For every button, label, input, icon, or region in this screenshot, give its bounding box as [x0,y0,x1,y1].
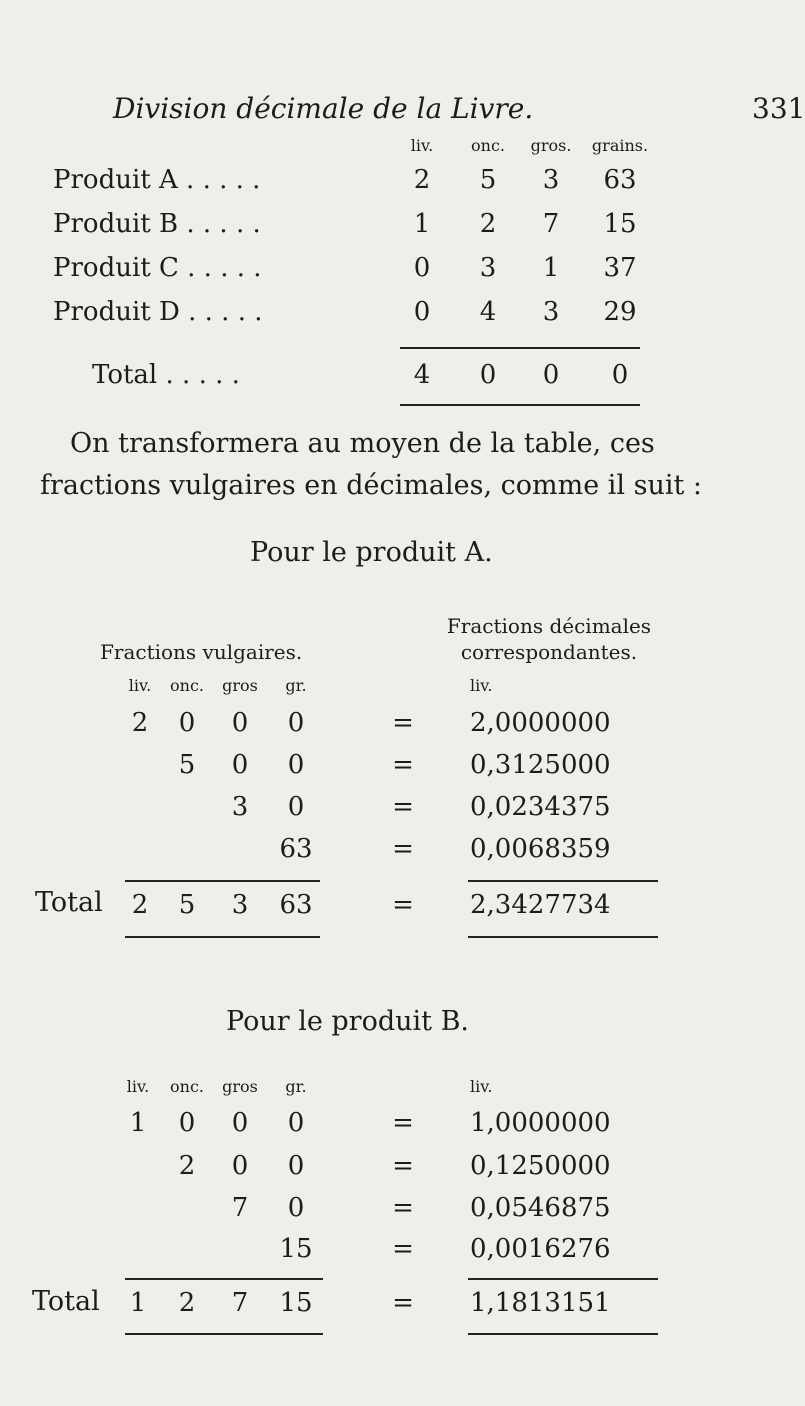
total-gr: 63 [279,890,313,920]
column-header-liv: liv. [410,136,434,155]
sum-rule-right [468,880,658,882]
cell-gros: 7 [542,209,560,239]
total-onc: 5 [178,890,196,920]
decimal-value: 0,0068359 [470,834,611,864]
column-header-gros: gros. [530,136,572,155]
equals-sign: = [392,1193,414,1223]
cell-gr: 0 [287,1151,305,1181]
cell-onc: 3 [479,253,497,283]
cell-grains: 29 [603,297,637,327]
cell-liv: 0 [413,297,431,327]
body-text-line: fractions vulgaires en décimales, comme il suit : [40,470,703,501]
total-onc: 0 [479,360,497,390]
cell-grains: 15 [603,209,637,239]
cell-onc: 0 [178,708,196,738]
total-rule-right [468,1333,658,1335]
total-liv: 2 [131,890,149,920]
column-header-grains: grains. [591,136,649,155]
cell-gr: 0 [287,750,305,780]
total-label: Total . . . . . [92,360,240,390]
cell-grains: 37 [603,253,637,283]
cell-gros: 3 [231,792,249,822]
cell-gros: 1 [542,253,560,283]
column-header-onc: onc. [170,1077,204,1096]
equals-sign: = [392,834,414,864]
body-text-line: On transformera au moyen de la table, ces [70,428,655,459]
equals-sign: = [392,1151,414,1181]
page-title: Division décimale de la Livre. [113,92,534,125]
row-label: Produit D . . . . . [53,297,263,327]
row-label: Produit B . . . . . [53,209,261,239]
cell-gr: 63 [279,834,313,864]
total-gros: 3 [231,890,249,920]
cell-onc: 0 [178,1108,196,1138]
total-label: Total [32,1286,100,1317]
decimal-value: 0,3125000 [470,750,611,780]
cell-grains: 63 [603,165,637,195]
cell-gr: 0 [287,708,305,738]
right-column-header-line2: correspondantes. [460,640,638,664]
total-decimal-value: 2,3427734 [470,890,611,920]
left-column-header: Fractions vulgaires. [100,640,303,664]
equals-sign: = [392,1234,414,1264]
total-gros: 0 [542,360,560,390]
equals-sign: = [392,890,414,920]
total-rule-left [125,1333,323,1335]
cell-onc: 4 [479,297,497,327]
cell-onc: 2 [178,1151,196,1181]
cell-gros: 3 [542,165,560,195]
sum-rule-left [125,1278,323,1280]
equals-sign: = [392,1108,414,1138]
equals-sign: = [392,792,414,822]
decimal-value: 0,1250000 [470,1151,611,1181]
cell-liv: 2 [131,708,149,738]
sum-rule-right [468,1278,658,1280]
decimal-value: 2,0000000 [470,708,611,738]
total-decimal-value: 1,1813151 [470,1288,611,1318]
total-rule [400,404,640,406]
decimal-value: 1,0000000 [470,1108,611,1138]
total-grains: 0 [611,360,629,390]
total-gros: 7 [231,1288,249,1318]
decimal-value: 0,0016276 [470,1234,611,1264]
decimal-value: 0,0546875 [470,1193,611,1223]
decimal-value: 0,0234375 [470,792,611,822]
total-rule-left [125,936,320,938]
column-header-onc: onc. [170,676,204,695]
column-header-gros: gros [222,1077,258,1096]
column-header-onc: onc. [471,136,505,155]
total-onc: 2 [178,1288,196,1318]
cell-gr: 0 [287,1108,305,1138]
cell-onc: 2 [479,209,497,239]
column-header-gros: gros [222,676,258,695]
cell-gr: 0 [287,1193,305,1223]
total-liv: 4 [413,360,431,390]
cell-gros: 7 [231,1193,249,1223]
cell-gros: 0 [231,1151,249,1181]
equals-sign: = [392,1288,414,1318]
row-label: Produit C . . . . . [53,253,262,283]
column-header-liv: liv. [126,1077,150,1096]
equals-sign: = [392,708,414,738]
page-number: 331 [752,92,805,125]
sum-rule [400,347,640,349]
total-label: Total [35,887,103,918]
column-header-gr: gr. [285,1077,307,1096]
column-header-liv: liv. [128,676,152,695]
sum-rule-left [125,880,320,882]
cell-gros: 3 [542,297,560,327]
cell-liv: 1 [413,209,431,239]
cell-gros: 0 [231,1108,249,1138]
cell-gros: 0 [231,750,249,780]
total-rule-right [468,936,658,938]
right-unit-label: liv. [470,1077,493,1096]
cell-liv: 1 [129,1108,147,1138]
column-header-gr: gr. [285,676,307,695]
cell-liv: 0 [413,253,431,283]
total-liv: 1 [129,1288,147,1318]
cell-gros: 0 [231,708,249,738]
cell-gr: 0 [287,792,305,822]
cell-onc: 5 [178,750,196,780]
cell-gr: 15 [279,1234,313,1264]
cell-onc: 5 [479,165,497,195]
cell-liv: 2 [413,165,431,195]
equals-sign: = [392,750,414,780]
total-gr: 15 [279,1288,313,1318]
section-heading: Pour le produit A. [250,537,493,568]
right-column-header-line1: Fractions décimales [446,614,652,638]
section-heading: Pour le produit B. [226,1006,470,1037]
right-unit-label: liv. [470,676,493,695]
row-label: Produit A . . . . . [53,165,261,195]
